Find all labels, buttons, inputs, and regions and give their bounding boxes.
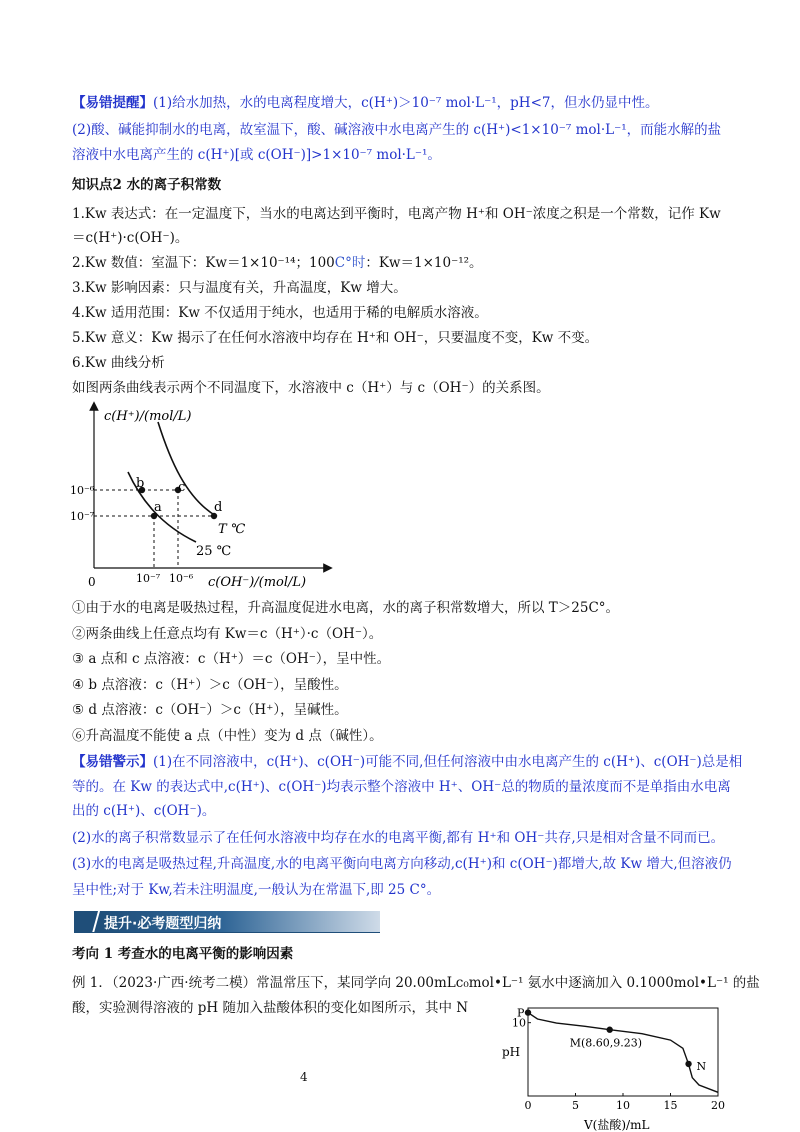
curve-t xyxy=(158,422,216,516)
ph-point-label: M(8.60,9.23) xyxy=(569,1036,643,1050)
x-tick-label: 0 xyxy=(524,1099,532,1112)
analysis-3: ③ a 点和 c 点溶液：c（H⁺）＝c（OH⁻），呈中性。 xyxy=(72,651,391,667)
ph-titration-chart xyxy=(488,1004,728,1132)
kw-item-6: 6.Kw 曲线分析 xyxy=(72,355,165,371)
tip1-label: 【易错提醒】 xyxy=(72,95,153,111)
tip2-line4: (2)水的离子积常数显示了在任何水溶液中均存在水的电离平衡,都有 H⁺和 OH⁻共存,只是相对含量不同而已。 xyxy=(72,830,725,846)
label-c: c xyxy=(178,480,186,495)
kw-item-2a: 2.Kw 数值：室温下：Kw＝1×10⁻¹⁴；100 xyxy=(72,255,335,271)
x-axis-label: c(OH⁻)/(mol/L) xyxy=(208,575,307,590)
ytick-1e-6: 10⁻⁶ xyxy=(70,484,95,497)
analysis-2: ②两条曲线上任意点均有 Kw＝c（H⁺）·c（OH⁻）。 xyxy=(72,626,383,642)
ph-point xyxy=(607,1027,613,1033)
analysis-1: ①由于水的电离是吸热过程，升高温度促进水电离，水的离子积常数增大，所以 T＞25C°。 xyxy=(72,600,620,616)
label-d: d xyxy=(214,500,223,515)
tip2-line5: (3)水的电离是吸热过程,升高温度,水的电离平衡向电离方向移动,c(H⁺)和 c(OH⁻)都增大,故 Kw 增大,但溶液仍 xyxy=(72,856,732,872)
tip2-text1: (1)在不同溶液中，c(H⁺)、c(OH⁻)可能不同,但任何溶液中由水电离产生的 c(H⁺)、c(OH⁻)总是相 xyxy=(153,754,743,770)
section-heading: 知识点2 水的离子积常数 xyxy=(72,177,222,193)
label-t-curve: T ℃ xyxy=(218,522,246,537)
example-line2: 酸，实验测得溶液的 pH 随加入盐酸体积的变化如图所示，其中 N xyxy=(72,1000,469,1016)
kw-item-4: 4.Kw 适用范围：Kw 不仅适用于纯水，也适用于稀的电解质水溶液。 xyxy=(72,305,488,321)
kx-heading: 考向 1 考查水的电离平衡的影响因素 xyxy=(72,946,294,962)
tip2-line1 xyxy=(72,752,742,772)
xtick-1e-7: 10⁻⁷ xyxy=(136,572,161,585)
label-a: a xyxy=(154,500,162,515)
y-tick-label: 10 xyxy=(512,1016,526,1030)
tip1-text1: (1)给水加热，水的电离程度增大，c(H⁺)＞10⁻⁷ mol·L⁻¹，pH<7，但水仍显中性。 xyxy=(153,95,659,111)
ph-axis-label: pH xyxy=(502,1045,521,1059)
xtick-1e-6: 10⁻⁶ xyxy=(169,572,194,585)
x-tick-label: 10 xyxy=(616,1099,630,1112)
kw-item-1b: ＝c(H⁺)·c(OH⁻)。 xyxy=(72,230,189,246)
ytick-1e-7: 10⁻⁷ xyxy=(70,510,95,523)
kw-curve-graph xyxy=(66,400,336,595)
tip2-line6: 呈中性;对于 Kw,若未注明温度,一般认为在常温下,即 25 C°。 xyxy=(72,882,441,898)
ph-point-label: P xyxy=(517,1006,525,1020)
x-tick-label: 20 xyxy=(711,1099,725,1112)
tip2-line3: 出的 c(H⁺)、c(OH⁻)。 xyxy=(72,803,216,819)
analysis-6: ⑥升高温度不能使 a 点（中性）变为 d 点（碱性）。 xyxy=(72,728,383,744)
plot-frame xyxy=(528,1008,718,1096)
volume-axis-label: V(盐酸)/mL xyxy=(584,1118,650,1132)
analysis-4: ④ b 点溶液：c（H⁺）＞c（OH⁻），呈酸性。 xyxy=(72,677,348,693)
section-banner xyxy=(74,911,380,933)
x-tick-label: 15 xyxy=(663,1099,678,1112)
analysis-5: ⑤ d 点溶液：c（OH⁻）＞c（H⁺），呈碱性。 xyxy=(72,702,348,718)
y-axis-label: c(H⁺)/(mol/L) xyxy=(104,409,192,424)
kw-item-2b: C°时 xyxy=(334,255,366,271)
ph-point xyxy=(525,1009,531,1015)
tip1-line1 xyxy=(72,93,658,113)
ph-point xyxy=(685,1061,691,1067)
kw-item-3: 3.Kw 影响因素：只与温度有关，升高温度，Kw 增大。 xyxy=(72,280,407,296)
x-tick-label: 5 xyxy=(572,1099,579,1112)
tip2-line2: 等的。在 Kw 的表达式中,c(H⁺)、c(OH⁻)均表示整个溶液中 H⁺、OH⁻总的物质的量浓度而不是单指由水电离 xyxy=(72,779,731,795)
example-line1: 例 1．（2023·广西·统考二模）常温常压下，某同学向 20.00mLc₀mol•L⁻¹ 氨水中逐滴加入 0.1000mol•L⁻¹ 的盐 xyxy=(72,975,760,991)
kw-item-1a: 1.Kw 表达式：在一定温度下，当水的电离达到平衡时，电离产物 H⁺和 OH⁻浓度之积是一个常数，记作 Kw xyxy=(72,206,721,222)
kw-item-2 xyxy=(72,253,483,273)
kw-item-5: 5.Kw 意义：Kw 揭示了在任何水溶液中均存在 H⁺和 OH⁻，只要温度不变，Kw 不变。 xyxy=(72,330,599,346)
label-25c-curve: 25 ℃ xyxy=(196,544,232,559)
tip1-line2: (2)酸、碱能抑制水的电离，故室温下，酸、碱溶液中水电离产生的 c(H⁺)<1×10⁻⁷ mol·L⁻¹，而能水解的盐 xyxy=(72,122,722,138)
tip1-line3: 溶液中水电离产生的 c(H⁺)[或 c(OH⁻)]>1×10⁻⁷ mol·L⁻¹。 xyxy=(72,147,441,163)
ph-curve xyxy=(528,1013,718,1093)
origin-label: 0 xyxy=(88,575,96,589)
page-number: 4 xyxy=(300,1070,308,1084)
kw-item-7: 如图两条曲线表示两个不同温度下，水溶液中 c（H⁺）与 c（OH⁻）的关系图。 xyxy=(72,380,550,396)
banner-title: 提升·必考题型归纳 xyxy=(104,916,222,932)
label-b: b xyxy=(136,476,145,491)
ph-point-label: N xyxy=(696,1059,707,1073)
kw-item-2c: ：Kw＝1×10⁻¹²。 xyxy=(365,255,483,271)
tip2-label: 【易错警示】 xyxy=(72,754,153,770)
